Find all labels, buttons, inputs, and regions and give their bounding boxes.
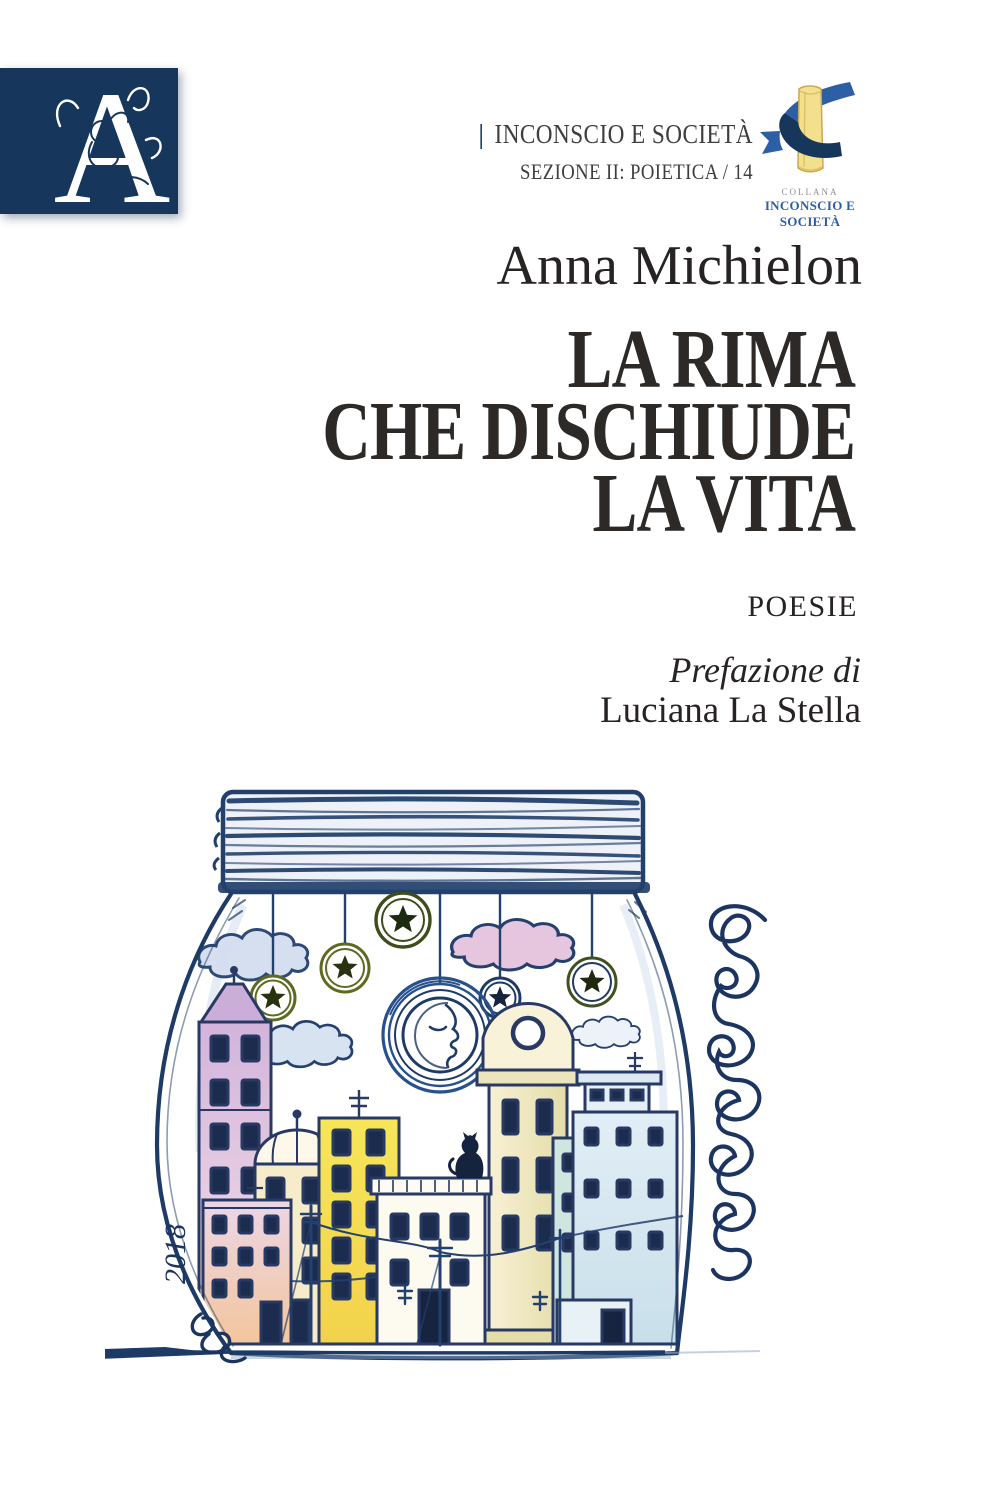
author-name: Anna Michielon [496,235,862,297]
preface-block [600,650,861,732]
jar-lid [214,792,650,893]
series-section-line: SEZIONE II: POIETICA / 14 [520,159,753,184]
cloud-icon [199,929,308,980]
collana-name: INCONSCIO E SOCIETÀ [764,198,856,229]
jar-city-illustration [105,770,805,1440]
preface-author: Luciana La Stella [600,690,861,731]
cloud-icon [572,1017,640,1048]
building-blue [557,1052,677,1344]
series-name: INCONSCIO E SOCIETÀ [494,119,753,149]
cat-icon [450,1132,484,1178]
star-ornament-icon [321,944,369,992]
series-name-line [479,118,753,150]
collana-label: COLLANA [781,187,839,197]
series-header [434,118,753,185]
series-divider: | [478,119,485,149]
preface-label: Prefazione di [669,650,861,690]
publisher-logo-block [0,68,178,214]
publisher-logo-icon [0,68,178,214]
publisher-letter: A [53,68,171,214]
star-ornament-icon [376,893,430,947]
genre-label: POESIE [747,590,858,623]
title-line-3: LA VITA [592,457,855,550]
cover-illustration [105,770,805,1440]
series-logo [752,80,868,230]
building-front-left [203,1182,291,1344]
scroll-ribbon-icon [752,80,868,180]
cloud-pink-icon [452,919,574,970]
artist-signature-squiggle [709,906,765,1279]
ribbon-tail [760,131,783,154]
title-line-2: CHE DISCHIUDE [322,385,855,478]
star-ornament-icon [568,958,616,1006]
year-mark: 2018 [159,1224,192,1284]
scroll-body [798,86,823,172]
title-line-1: LA RIMA [567,313,855,406]
book-title [189,313,855,550]
building-cat-roof [371,1178,491,1344]
